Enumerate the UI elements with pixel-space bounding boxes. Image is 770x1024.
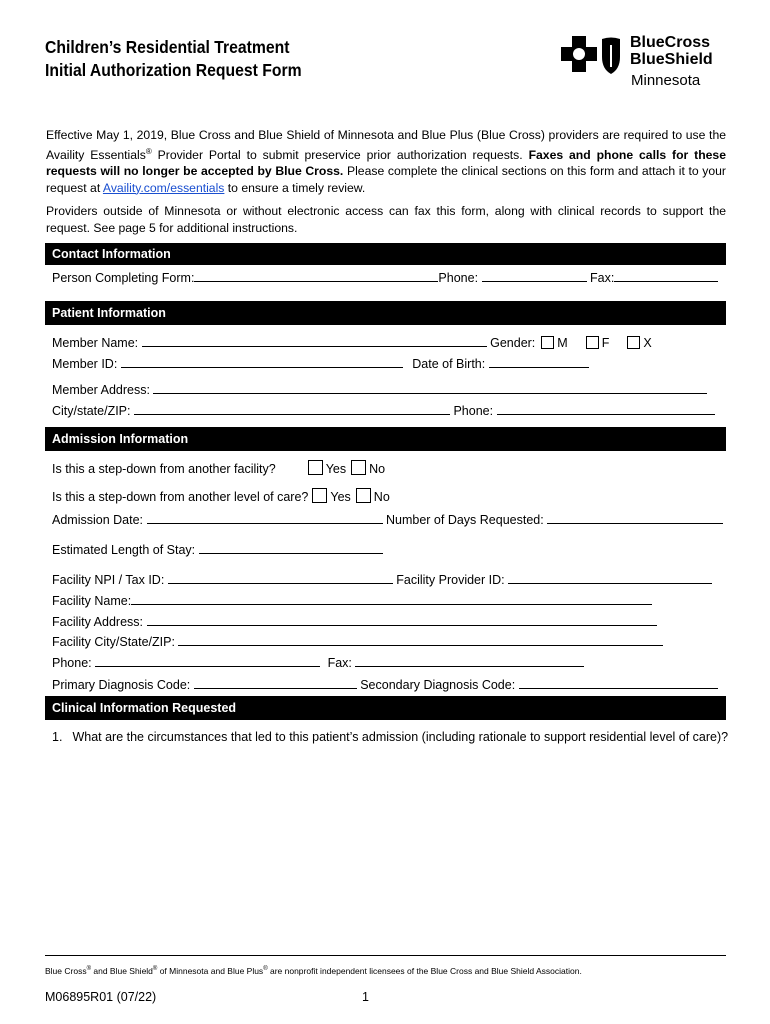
patient-row-3: Member Address:	[52, 381, 707, 398]
facility-yes-checkbox[interactable]	[308, 460, 323, 475]
facility-phone-field[interactable]	[95, 654, 320, 667]
level-no-checkbox[interactable]	[356, 488, 371, 503]
level-yes-checkbox[interactable]	[312, 488, 327, 503]
facility-no-checkbox[interactable]	[351, 460, 366, 475]
cross-shield-icon	[560, 36, 626, 80]
member-name-field[interactable]	[142, 334, 487, 347]
availity-link[interactable]: Availity.com/essentials	[102, 180, 225, 195]
facility-npi-field[interactable]	[168, 571, 393, 584]
bcbs-logo: BlueCross BlueShield Minnesota	[560, 34, 730, 98]
clinical-question-1: 1. What are the circumstances that led to this patient’s admission (including rationale to support residential level of care)?	[52, 730, 729, 744]
facility-name-field[interactable]	[131, 592, 652, 605]
admission-row-10: Primary Diagnosis Code: Secondary Diagnosis Code:	[52, 676, 718, 693]
primary-diagnosis-field[interactable]	[194, 676, 357, 689]
admission-row-7: Facility Address:	[52, 613, 657, 630]
admission-row-4: Estimated Length of Stay:	[52, 541, 383, 558]
page-number: 1	[362, 990, 369, 1004]
member-id-field[interactable]	[121, 355, 403, 368]
dob-field[interactable]	[489, 355, 589, 368]
footer-note: Blue Cross® and Blue Shield® of Minnesota and Blue Plus® are nonprofit independent licensees of the Blue Cross and Blue Shield Association.	[45, 966, 582, 976]
days-requested-field[interactable]	[547, 511, 723, 524]
admission-row-9: Phone: Fax:	[52, 654, 584, 671]
facility-city-field[interactable]	[178, 633, 663, 646]
contact-row: Person Completing Form: Phone: Fax:	[52, 269, 718, 286]
gender-x-checkbox[interactable]	[627, 336, 640, 349]
patient-row-4: City/state/ZIP: Phone:	[52, 402, 715, 419]
section-header-admission: Admission Information	[45, 427, 726, 451]
patient-city-field[interactable]	[134, 402, 450, 415]
admission-row-5: Facility NPI / Tax ID: Facility Provider ID:	[52, 571, 712, 588]
section-header-clinical: Clinical Information Requested	[45, 696, 726, 720]
secondary-diagnosis-field[interactable]	[519, 676, 718, 689]
admission-row-6: Facility Name:	[52, 592, 652, 609]
gender-m-checkbox[interactable]	[541, 336, 554, 349]
section-header-contact: Contact Information	[45, 243, 726, 265]
contact-fax-field[interactable]	[614, 269, 718, 282]
form-id: M06895R01 (07/22)	[45, 990, 157, 1004]
admission-q2: Is this a step-down from another level of care? Yes No	[52, 490, 390, 504]
admission-q1: Is this a step-down from another facility? Yes No	[52, 462, 386, 476]
facility-address-field[interactable]	[147, 613, 657, 626]
section-header-patient: Patient Information	[45, 301, 726, 325]
footer-divider	[45, 955, 726, 956]
gender-f-checkbox[interactable]	[586, 336, 599, 349]
page-title: Children’s Residential Treatment Initial Authorization Request Form	[45, 37, 302, 80]
person-completing-field[interactable]	[194, 269, 438, 282]
intro-paragraph: Effective May 1, 2019, Blue Cross and Blue Shield of Minnesota and Blue Plus (Blue Cross) providers are required to use the Availity Essentials® Provider Portal to submit preservice prior authorization requests. Faxes and phone calls for these requests will no longer be accepted by Blue Cross. Please complete the clinical sections on this form and attach it to your request at Availity.com/essentials to ensure a timely review.	[46, 128, 726, 195]
admission-row-3: Admission Date: Number of Days Requested:	[52, 511, 723, 528]
outside-mn-paragraph: Providers outside of Minnesota or without electronic access can fax this form, along with clinical records to support the request. See page 5 for additional instructions.	[46, 204, 726, 235]
admission-date-field[interactable]	[147, 511, 383, 524]
facility-fax-field[interactable]	[355, 654, 584, 667]
patient-row-2: Member ID: Date of Birth:	[52, 355, 589, 372]
patient-phone-field[interactable]	[497, 402, 715, 415]
member-address-field[interactable]	[153, 381, 707, 394]
length-of-stay-field[interactable]	[199, 541, 383, 554]
admission-row-8: Facility City/State/ZIP:	[52, 633, 663, 650]
facility-provider-id-field[interactable]	[508, 571, 712, 584]
contact-phone-field[interactable]	[482, 269, 587, 282]
logo-state: Minnesota	[631, 72, 701, 89]
patient-row-1: Member Name: Gender: M F X	[52, 336, 652, 350]
clinical-answer-area[interactable]	[52, 752, 726, 942]
